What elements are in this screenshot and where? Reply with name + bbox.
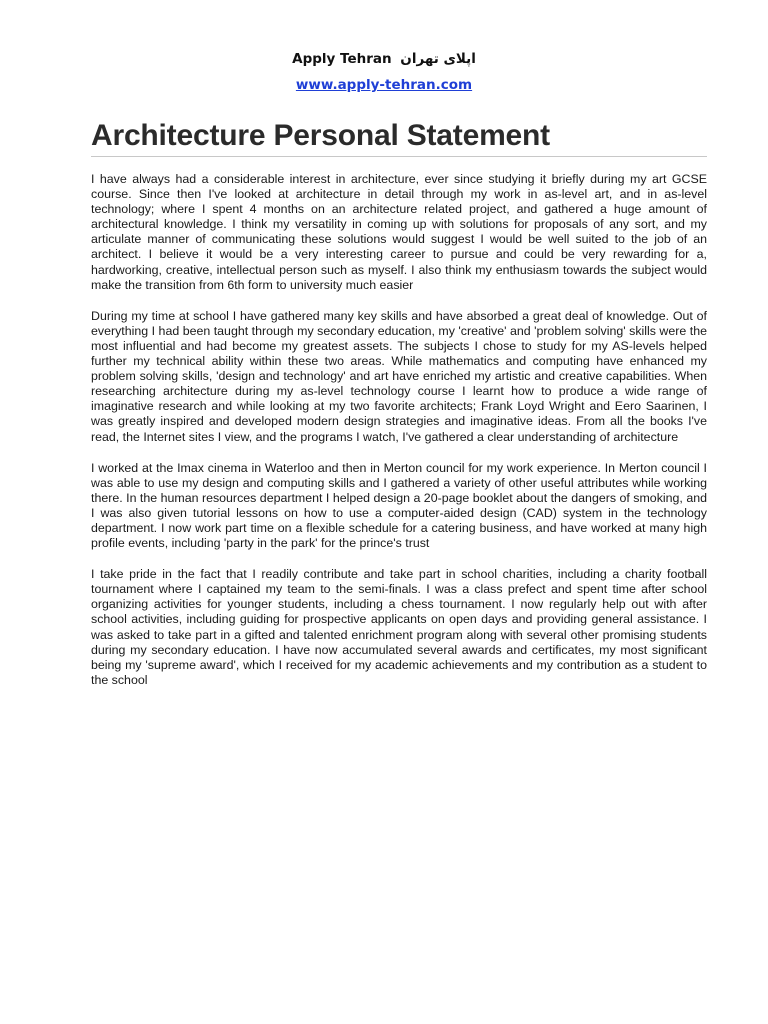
paragraph: I take pride in the fact that I readily contribute and take part in school charities, including a charity football tournament where I captained my team to the semi-finals. I was a class prefect and spent time after school organizing activities for younger students, including a chess tournament. I now regularly help out with after school activities, including guiding for prospective applicants on open days and providing general assistance. I was asked to take part in a gifted and talented enrichment program along with several other promising students during my secondary education. I have now accumulated several awards and certificates, my most significant being my 'supreme award', which I received for my academic achievements and my contribution as a student to the school — [91, 567, 707, 687]
paragraph: I worked at the Imax cinema in Waterloo and then in Merton council for my work experience. In Merton council I was able to use my design and computing skills and I gathered a variety of other useful attributes while working there. In the human resources department I helped design a 20-page booklet about the dangers of smoking, and I was also given tutorial lessons on how to use a computer-aided design (CAD) system in the technology department. I now work part time on a flexible schedule for a catering business, and have worked at many high profile events, including 'party in the park' for the prince's trust — [91, 460, 707, 551]
brand-line — [0, 49, 768, 69]
title-divider — [91, 156, 707, 157]
paragraph: During my time at school I have gathered many key skills and have absorbed a great deal of knowledge. Out of everything I had been taught through my secondary education, my 'creative' and 'problem solving' skills were the most influential and had become my greatest assets. The subjects I chose to study for my AS-levels helped further my technical ability within these two areas. While mathematics and computing have enhanced my problem solving skills, 'design and technology' and art have enriched my artistic and creative capabilities. When researching architecture during my as-level technology course I learnt how to produce a wide range of imaginative research and while looking at my two favorite architects; Frank Loyd Wright and Eero Saarinen, I was greatly inspired and developed modern design strategies and imaginative ideas. From all the books I've read, the Internet sites I view, and the programs I watch, I've gathered a clear understanding of architecture — [91, 308, 707, 444]
document-title: Architecture Personal Statement — [91, 119, 550, 152]
brand-name-persian: اپلای تهران — [400, 51, 476, 67]
brand-name: Apply Tehran — [292, 51, 392, 67]
statement-body — [91, 172, 707, 704]
page-header — [0, 49, 768, 95]
paragraph: I have always had a considerable interest in architecture, ever since studying it briefly during my art GCSE course. Since then I've looked at architecture in detail through my work in as-level art, and in as-level technology; where I spent 4 months on an architecture related project, and gathered a huge amount of architectural knowledge. I think my versatility in coming up with solutions for proposals of any sort, and my articulate manner of communicating these solutions would suggest I would be well suited to the job of an architect. I believe it would be a very interesting career to pursue and could be very rewarding for a, hardworking, creative, intellectual person such as myself. I also think my enthusiasm towards the subject would make the transition from 6th form to university much easier — [91, 172, 707, 292]
website-link[interactable]: www.apply-tehran.com — [295, 77, 473, 93]
